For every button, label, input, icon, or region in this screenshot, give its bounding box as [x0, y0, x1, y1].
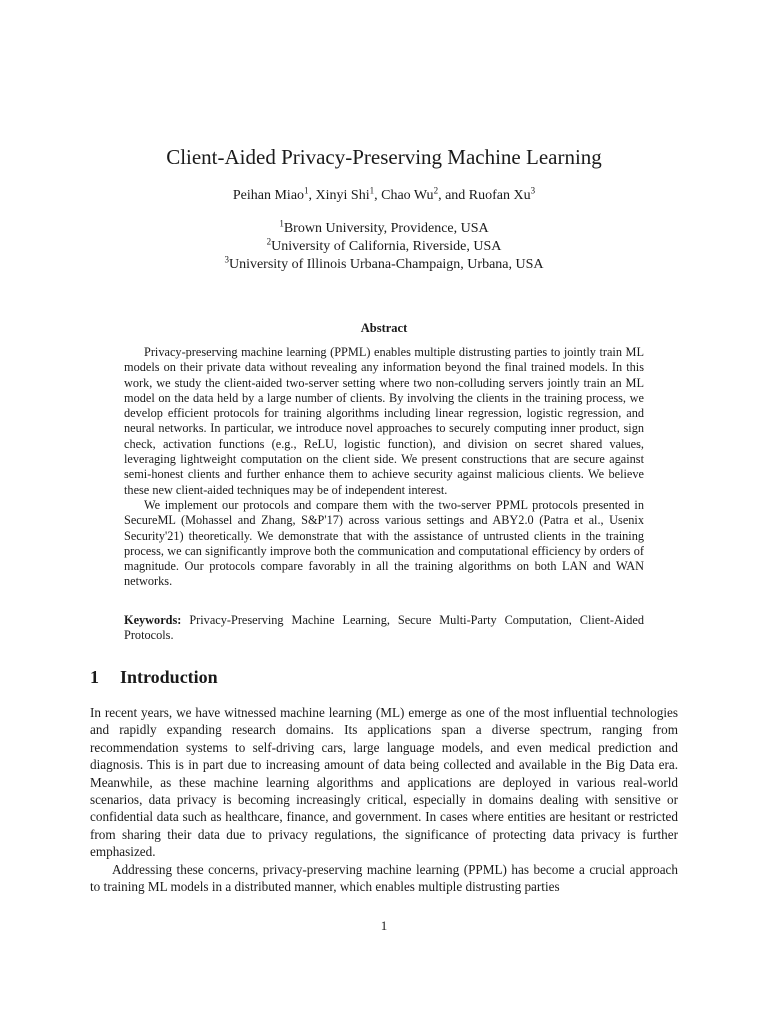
keywords-label: Keywords:: [124, 613, 182, 627]
paper-title: Client-Aided Privacy-Preserving Machine Learning: [166, 145, 602, 169]
body-paragraph: In recent years, we have witnessed machine learning (ML) emerge as one of the most influential technologies and rapidly expanding research domains. Its applications span a diverse spectrum, ranging from recommendation systems to self-driving cars, large language models, and even medical prediction and diagnosis. This is in part due to increasing amount of data being collected and available in the Big Data era. Meanwhile, as these machine learning algorithms and applications are deployed in various real-world scenarios, data privacy is becoming increasingly critical, especially in domains dealing with sensitive or confidential data such as healthcare, finance, and government. In cases where entities are hesitant or restricted from sharing their data due to privacy regulations, the significance of protecting data privacy is further emphasized.: [90, 705, 678, 860]
keywords: [124, 613, 644, 644]
abstract-paragraph: Privacy-preserving machine learning (PPML) enables multiple distrusting parties to jointly train ML models on their private data without revealing any information beyond the final trained models. In this work, we study the client-aided two-server setting where two non-colluding servers jointly train an ML model on the data held by a large number of clients. By involving the clients in the training process, we develop efficient protocols for training algorithms including linear regression, logistic regression, and neural networks. In particular, we introduce novel approaches to securely computing inner product, sign check, activation functions (e.g., ReLU, logistic function), and division on secret shared values, leveraging lightweight computation on the client side. We present constructions that are secure against semi-honest clients and further enhance them to achieve security against malicious clients. We believe these new client-aided techniques may be of independent interest.: [124, 345, 644, 497]
section-number: 1: [90, 667, 99, 687]
affiliation: $^3$University of Illinois Urbana-Champaign, Urbana, USA: [224, 254, 544, 272]
affiliation: $^1$Brown University, Providence, USA: [279, 218, 489, 236]
author-list: [0, 186, 768, 206]
section-heading: [90, 667, 218, 688]
affiliation: $^2$University of California, Riverside, USA: [266, 236, 502, 254]
author: Xinyi Shi$^1$,: [315, 185, 382, 203]
keywords-text: Privacy-Preserving Machine Learning, Secure Multi-Party Computation, Client-Aided Protocols.: [124, 613, 644, 643]
author: Peihan Miao$^1$,: [232, 185, 316, 203]
body-paragraph: Addressing these concerns, privacy-preserving machine learning (PPML) has become a crucial approach to training ML models in a distributed manner, which enables multiple distrusting parties: [90, 861, 678, 895]
page-number: 1: [380, 918, 388, 933]
abstract-body: [124, 345, 644, 590]
abstract-heading: Abstract: [360, 321, 408, 335]
abstract-paragraph: We implement our protocols and compare them with the two-server PPML protocols presented in SecureML (Mohassel and Zhang, S&P'17) across various settings and ABY2.0 (Patra et al., Usenix Security'21) theoretically. We demonstrate that with the assistance of untrusted clients in the training process, we can significantly improve both the communication and computational efficiency by orders of magnitude. Our protocols compare favorably in all the training algorithms on both LAN and WAN networks.: [124, 497, 644, 589]
affiliation-list: [0, 220, 768, 274]
author: Chao Wu$^2$, and: [381, 185, 469, 203]
author: Ruofan Xu$^3$: [468, 185, 536, 203]
section-title: Introduction: [120, 667, 218, 687]
section-body: [90, 704, 678, 895]
